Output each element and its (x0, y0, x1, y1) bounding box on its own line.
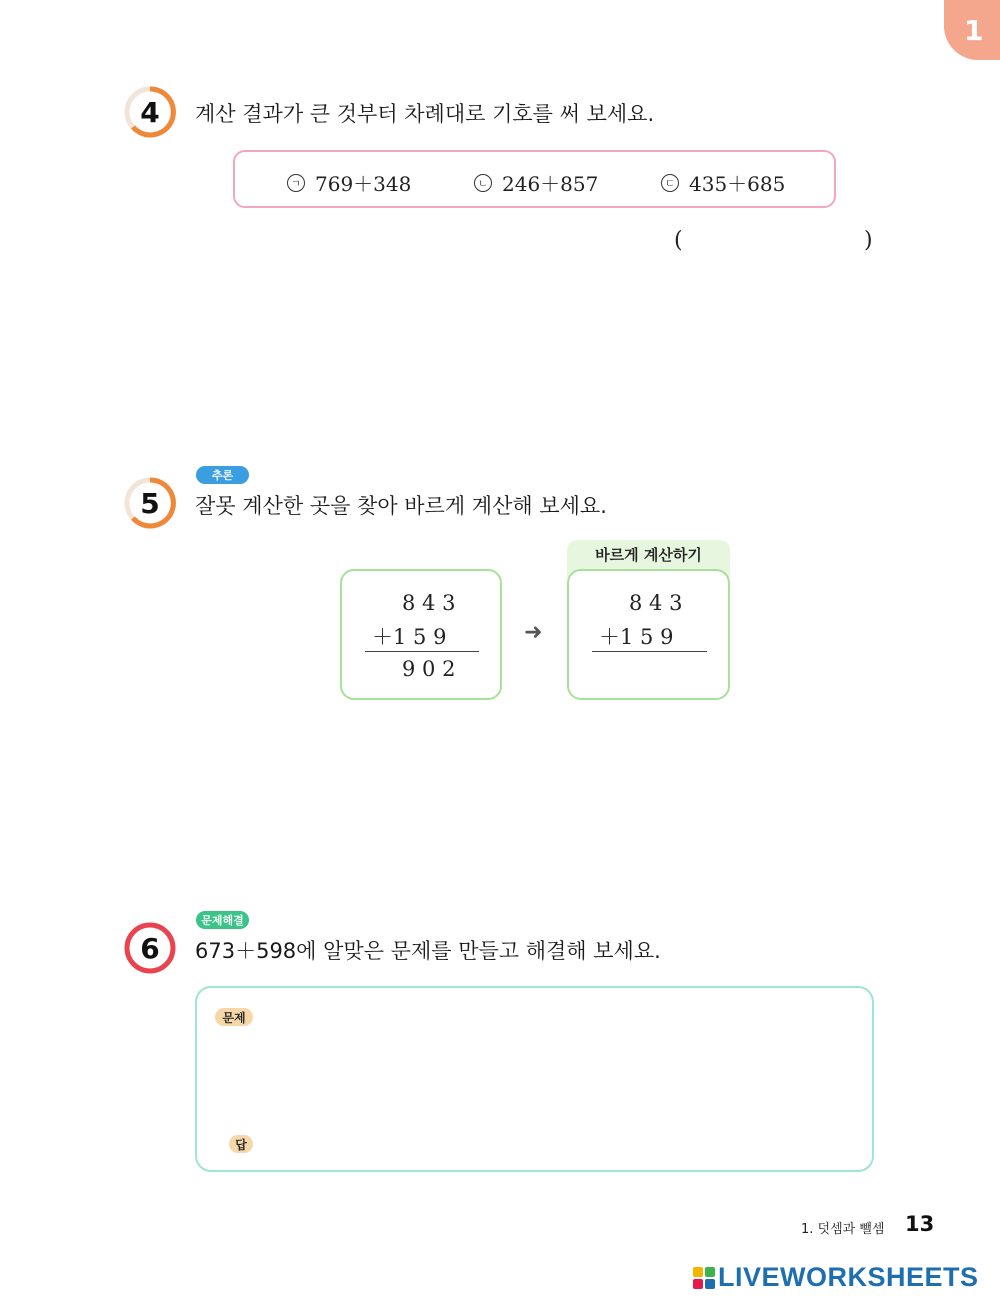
calc-top-number: 8 4 3 (629, 591, 683, 615)
correct-result-input[interactable] (599, 657, 709, 687)
footer-chapter-title: 1. 덧셈과 뺄셈 (801, 1222, 885, 1237)
choice-b (474, 168, 598, 197)
calc-underline (592, 651, 707, 652)
circled-mark: ㄱ (287, 174, 305, 192)
choice-expression: 435＋685 (689, 172, 786, 196)
logo-blocks-icon (693, 1267, 715, 1289)
question-6-number: 6 (124, 922, 176, 974)
question-5-number: 5 (124, 477, 176, 529)
question-5-text: 잘못 계산한 곳을 찾아 바르게 계산해 보세요. (195, 494, 607, 518)
reasoning-tag: 추론 (196, 466, 249, 484)
wrong-calculation-box (340, 569, 502, 700)
circled-mark: ㄴ (474, 174, 492, 192)
answer-paren-open: ( (674, 228, 683, 253)
problem-label: 문제 (215, 1008, 253, 1026)
question-4-number: 4 (124, 86, 176, 138)
q4-answer-input[interactable] (692, 228, 858, 256)
choice-box (233, 150, 836, 208)
choice-a (287, 168, 411, 197)
choice-c (661, 168, 785, 197)
problem-input[interactable] (267, 1004, 857, 1104)
page-number: 13 (905, 1212, 935, 1236)
calc-underline (365, 651, 479, 652)
watermark-text: LIVEWORKSHEETS (718, 1262, 979, 1292)
problem-solving-tag: 문제해결 (196, 911, 249, 929)
problem-answer-box (195, 986, 874, 1172)
chapter-tab: 1 (944, 0, 1000, 60)
question-6-text: 673＋598에 알맞은 문제를 만들고 해결해 보세요. (195, 939, 661, 963)
arrow-right-icon: ➜ (524, 620, 543, 645)
answer-paren-close: ) (864, 228, 873, 253)
calc-addend: ＋1 5 9 (599, 625, 674, 649)
answer-label: 답 (229, 1135, 253, 1153)
choice-expression: 769＋348 (315, 172, 412, 196)
question-4-text: 계산 결과가 큰 것부터 차례대로 기호를 써 보세요. (195, 102, 655, 126)
answer-input[interactable] (267, 1128, 857, 1158)
liveworksheets-logo (693, 1262, 979, 1293)
circled-mark: ㄷ (661, 174, 679, 192)
choice-expression: 246＋857 (502, 172, 599, 196)
calc-wrong-result: 9 0 2 (402, 657, 456, 681)
correct-calc-header: 바르게 계산하기 (567, 540, 730, 578)
calc-addend: ＋1 5 9 (372, 625, 447, 649)
correct-calculation-box (567, 569, 730, 700)
calc-top-number: 8 4 3 (402, 591, 456, 615)
